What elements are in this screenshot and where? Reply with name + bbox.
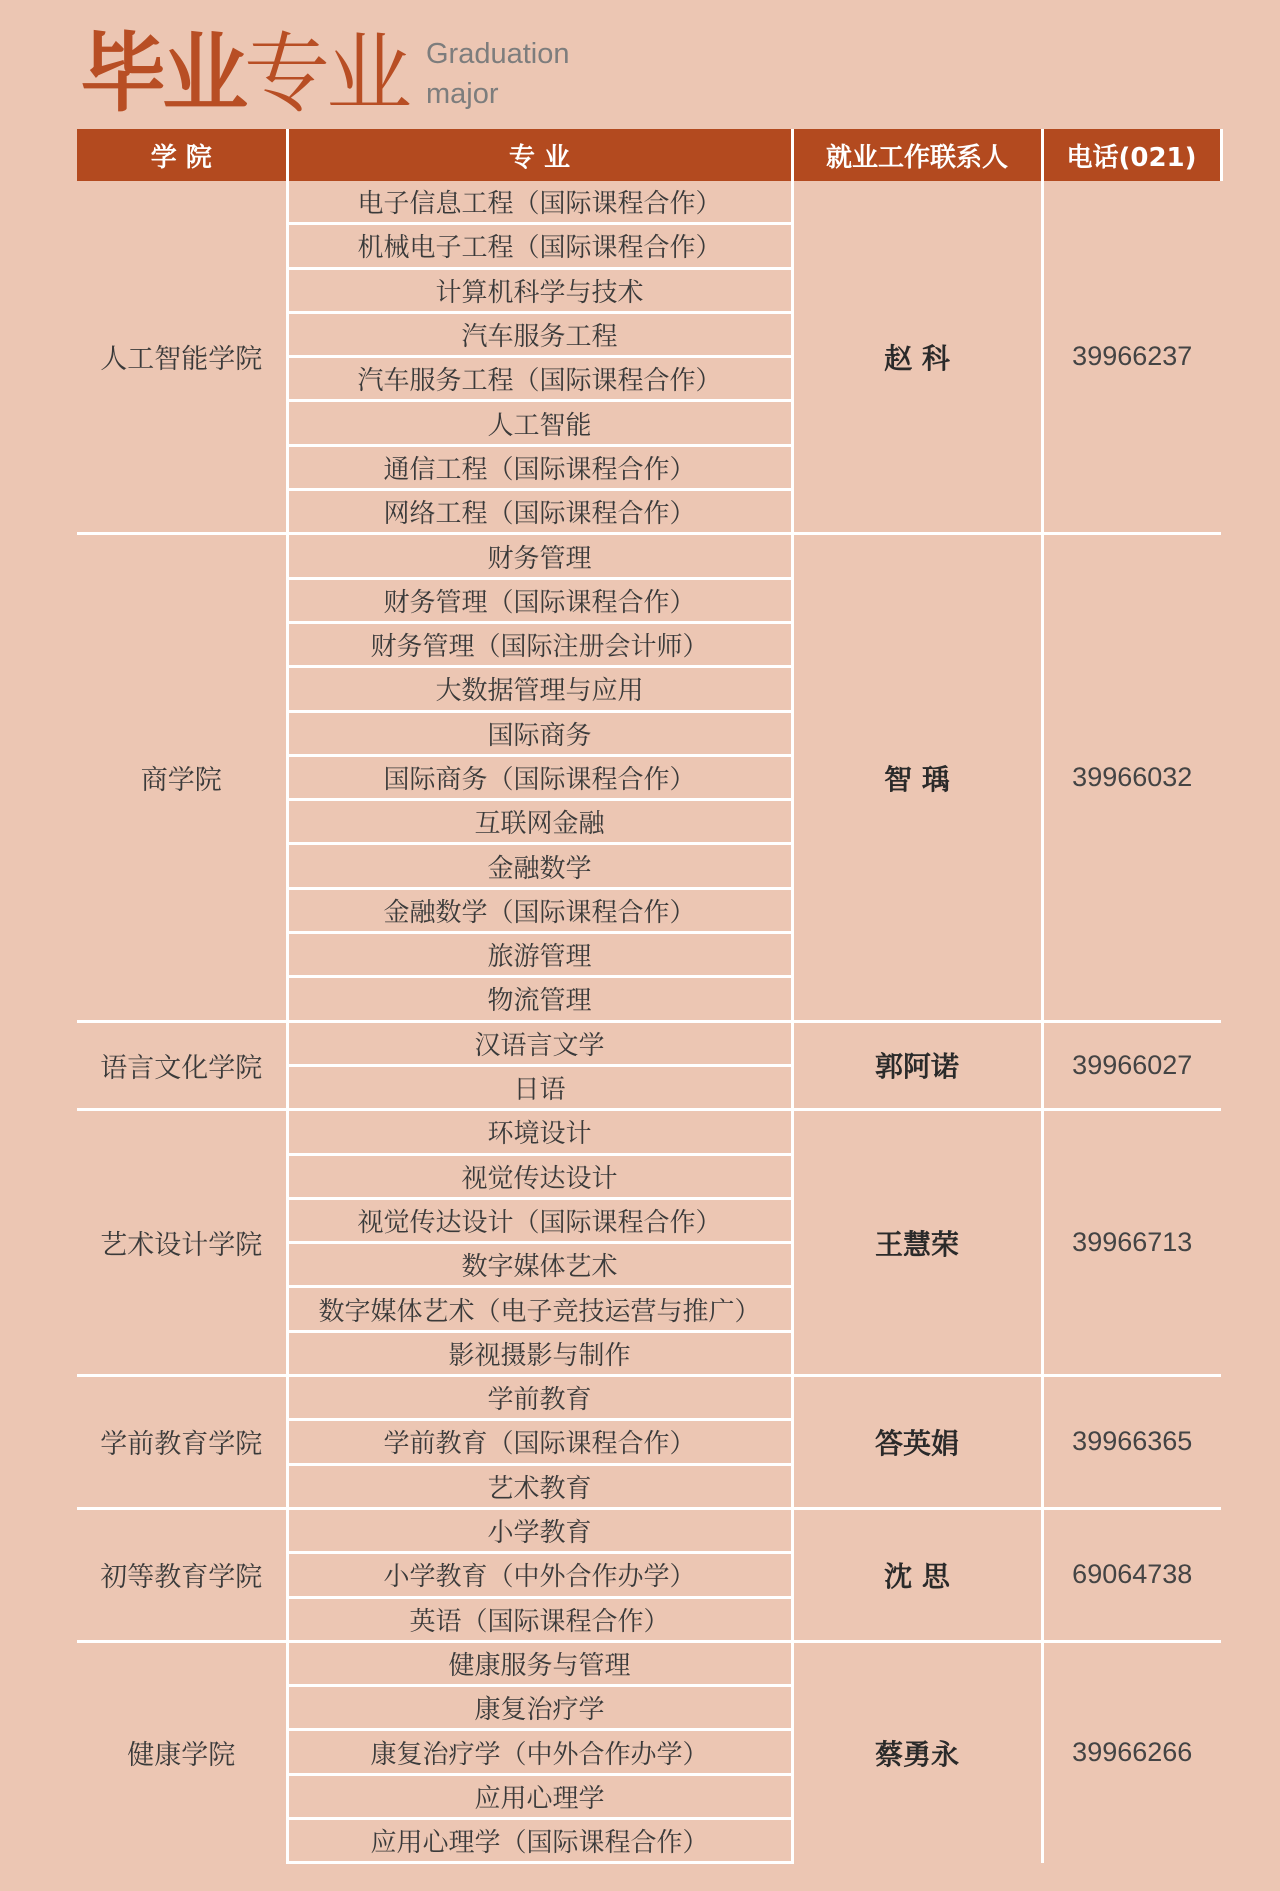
table-row [77, 1021, 1221, 1065]
major-name: 学前教育 [287, 1376, 792, 1420]
contact-phone: 39966713 [1042, 1110, 1221, 1376]
major-name: 数字媒体艺术 [287, 1243, 792, 1287]
major-name: 应用心理学（国际课程合作） [287, 1818, 792, 1862]
major-name: 电子信息工程（国际课程合作） [287, 181, 792, 224]
major-name: 健康服务与管理 [287, 1641, 792, 1685]
major-name: 康复治疗学 [287, 1686, 792, 1730]
table-row [77, 534, 1221, 578]
major-name: 财务管理 [287, 534, 792, 578]
contact-person: 答英娟 [792, 1376, 1042, 1509]
major-name: 数字媒体艺术（电子竞技运营与推广） [287, 1287, 792, 1331]
contact-person: 赵 科 [792, 181, 1042, 534]
title-cn [80, 24, 408, 124]
contact-person: 郭阿诺 [792, 1021, 1042, 1110]
college-name: 初等教育学院 [77, 1508, 287, 1641]
title-en-line2: major [426, 78, 499, 110]
major-name: 视觉传达设计（国际课程合作） [287, 1198, 792, 1242]
table-row [77, 1508, 1221, 1552]
major-name: 应用心理学 [287, 1774, 792, 1818]
table-body [77, 181, 1221, 1863]
major-name: 金融数学（国际课程合作） [287, 888, 792, 932]
major-name: 视觉传达设计 [287, 1154, 792, 1198]
contact-phone: 39966032 [1042, 534, 1221, 1021]
table-header-row [77, 129, 1221, 181]
major-name: 通信工程（国际课程合作） [287, 445, 792, 489]
contact-phone: 39966266 [1042, 1641, 1221, 1862]
contact-person: 蔡勇永 [792, 1641, 1042, 1862]
table-row [77, 1376, 1221, 1420]
major-name: 互联网金融 [287, 800, 792, 844]
majors-table [77, 129, 1223, 1864]
header-contact: 就业工作联系人 [792, 129, 1042, 181]
major-name: 艺术教育 [287, 1464, 792, 1508]
major-name: 小学教育（中外合作办学） [287, 1553, 792, 1597]
major-name: 影视摄影与制作 [287, 1331, 792, 1375]
major-name: 国际商务 [287, 711, 792, 755]
college-name: 学前教育学院 [77, 1376, 287, 1509]
major-name: 汽车服务工程（国际课程合作） [287, 357, 792, 401]
major-name: 国际商务（国际课程合作） [287, 755, 792, 799]
contact-person: 沈 思 [792, 1508, 1042, 1641]
page-title [80, 24, 570, 124]
major-name: 英语（国际课程合作） [287, 1597, 792, 1641]
title-en-line1: Graduation [426, 38, 570, 70]
title-cn-bold: 毕业 [80, 24, 244, 124]
header-phone: 电话(021) [1042, 129, 1221, 181]
major-name: 网络工程（国际课程合作） [287, 490, 792, 534]
major-name: 环境设计 [287, 1110, 792, 1154]
major-name: 大数据管理与应用 [287, 667, 792, 711]
major-name: 物流管理 [287, 977, 792, 1021]
table-row [77, 181, 1221, 224]
header-major: 专 业 [287, 129, 792, 181]
major-name: 学前教育（国际课程合作） [287, 1420, 792, 1464]
table-row [77, 1110, 1221, 1154]
college-name: 健康学院 [77, 1641, 287, 1862]
major-name: 旅游管理 [287, 933, 792, 977]
contact-phone: 69064738 [1042, 1508, 1221, 1641]
major-name: 机械电子工程（国际课程合作） [287, 224, 792, 268]
title-cn-light: 专业 [244, 24, 408, 124]
major-name: 康复治疗学（中外合作办学） [287, 1730, 792, 1774]
major-name: 金融数学 [287, 844, 792, 888]
contact-person: 智 瑀 [792, 534, 1042, 1021]
major-name: 财务管理（国际课程合作） [287, 578, 792, 622]
college-name: 艺术设计学院 [77, 1110, 287, 1376]
major-name: 计算机科学与技术 [287, 268, 792, 312]
major-name: 汽车服务工程 [287, 312, 792, 356]
contact-person: 王慧荣 [792, 1110, 1042, 1376]
major-name: 汉语言文学 [287, 1021, 792, 1065]
table-row [77, 1641, 1221, 1685]
major-name: 人工智能 [287, 401, 792, 445]
college-name: 商学院 [77, 534, 287, 1021]
major-name: 日语 [287, 1065, 792, 1109]
header-college: 学 院 [77, 129, 287, 181]
contact-phone: 39966027 [1042, 1021, 1221, 1110]
major-name: 小学教育 [287, 1508, 792, 1552]
contact-phone: 39966365 [1042, 1376, 1221, 1509]
contact-phone: 39966237 [1072, 341, 1193, 372]
major-name: 财务管理（国际注册会计师） [287, 622, 792, 666]
college-name: 人工智能学院 [100, 344, 263, 376]
college-name: 语言文化学院 [77, 1021, 287, 1110]
title-en [426, 34, 570, 114]
